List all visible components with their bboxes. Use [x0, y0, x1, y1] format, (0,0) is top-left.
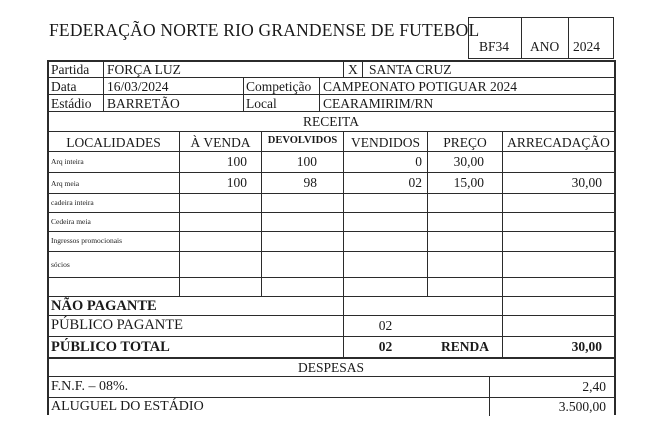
versus-mark: X — [348, 62, 358, 77]
col-arrecadacao: ARRECADAÇÃO — [507, 135, 610, 150]
despesa-aluguel-label: ALUGUEL DO ESTÁDIO — [51, 399, 204, 414]
publico-pagante-label: PÚBLICO PAGANTE — [51, 317, 183, 333]
nao-pagante-label: NÃO PAGANTE — [51, 298, 157, 314]
estadio-label: Estádio — [51, 96, 92, 111]
arq-inteira-vendidos: 0 — [415, 154, 422, 169]
arq-meia-vendidos: 02 — [408, 175, 422, 190]
col-vendidos: VENDIDOS — [351, 135, 420, 150]
arq-meia-a-venda: 100 — [226, 175, 247, 190]
despesas-section-title: DESPESAS — [297, 360, 365, 375]
arq-inteira-a-venda: 100 — [226, 154, 247, 169]
year-label: ANO — [530, 39, 560, 54]
location-name: CEARAMIRIM/RN — [323, 96, 434, 111]
renda-value: 30,00 — [571, 339, 602, 354]
arq-meia-arrecadacao: 30,00 — [571, 175, 602, 190]
competicao-label: Competição — [246, 79, 312, 94]
year-value: 2024 — [573, 39, 600, 54]
arq-meia-devolvidos: 98 — [303, 175, 317, 190]
localidade-cadeira-meia: Cedeira meia — [51, 217, 91, 226]
arq-inteira-preco: 30,00 — [453, 154, 484, 169]
arq-meia-preco: 15,00 — [453, 175, 484, 190]
localidade-cadeira-inteira: cadeira inteira — [51, 198, 94, 207]
home-team: FORÇA LUZ — [107, 62, 181, 77]
match-date: 16/03/2024 — [107, 79, 169, 94]
federation-title: FEDERAÇÃO NORTE RIO GRANDENSE DE FUTEBOL — [49, 20, 480, 40]
localidade-arq-inteira: Arq inteira — [51, 157, 84, 166]
despesa-fnf-label: F.N.F. – 08%. — [51, 379, 129, 394]
arq-inteira-devolvidos: 100 — [296, 154, 317, 169]
competition-name: CAMPEONATO POTIGUAR 2024 — [323, 79, 518, 94]
localidade-arq-meia: Arq meia — [51, 179, 80, 188]
away-team: SANTA CRUZ — [369, 62, 452, 77]
partida-label: Partida — [51, 62, 90, 77]
publico-total-label: PÚBLICO TOTAL — [51, 339, 170, 355]
localidade-ingressos-promocionais: Ingressos promocionais — [51, 236, 123, 245]
col-a-venda: À VENDA — [190, 135, 251, 150]
form-code: BF34 — [479, 39, 510, 54]
despesa-fnf-value: 2,40 — [582, 379, 606, 394]
despesa-aluguel-value: 3.500,00 — [558, 399, 606, 414]
data-label: Data — [51, 79, 77, 94]
renda-label: RENDA — [440, 339, 489, 354]
publico-total-value: 02 — [378, 339, 393, 354]
col-preco: PREÇO — [443, 135, 487, 150]
local-label: Local — [246, 96, 277, 111]
localidade-socios: sócios — [51, 260, 70, 269]
col-localidades: LOCALIDADES — [66, 135, 161, 150]
receita-section-title: RECEITA — [303, 114, 359, 129]
col-devolvidos: DEVOLVIDOS — [267, 135, 338, 146]
publico-pagante-value: 02 — [378, 318, 393, 333]
stadium-name: BARRETÃO — [107, 96, 180, 111]
